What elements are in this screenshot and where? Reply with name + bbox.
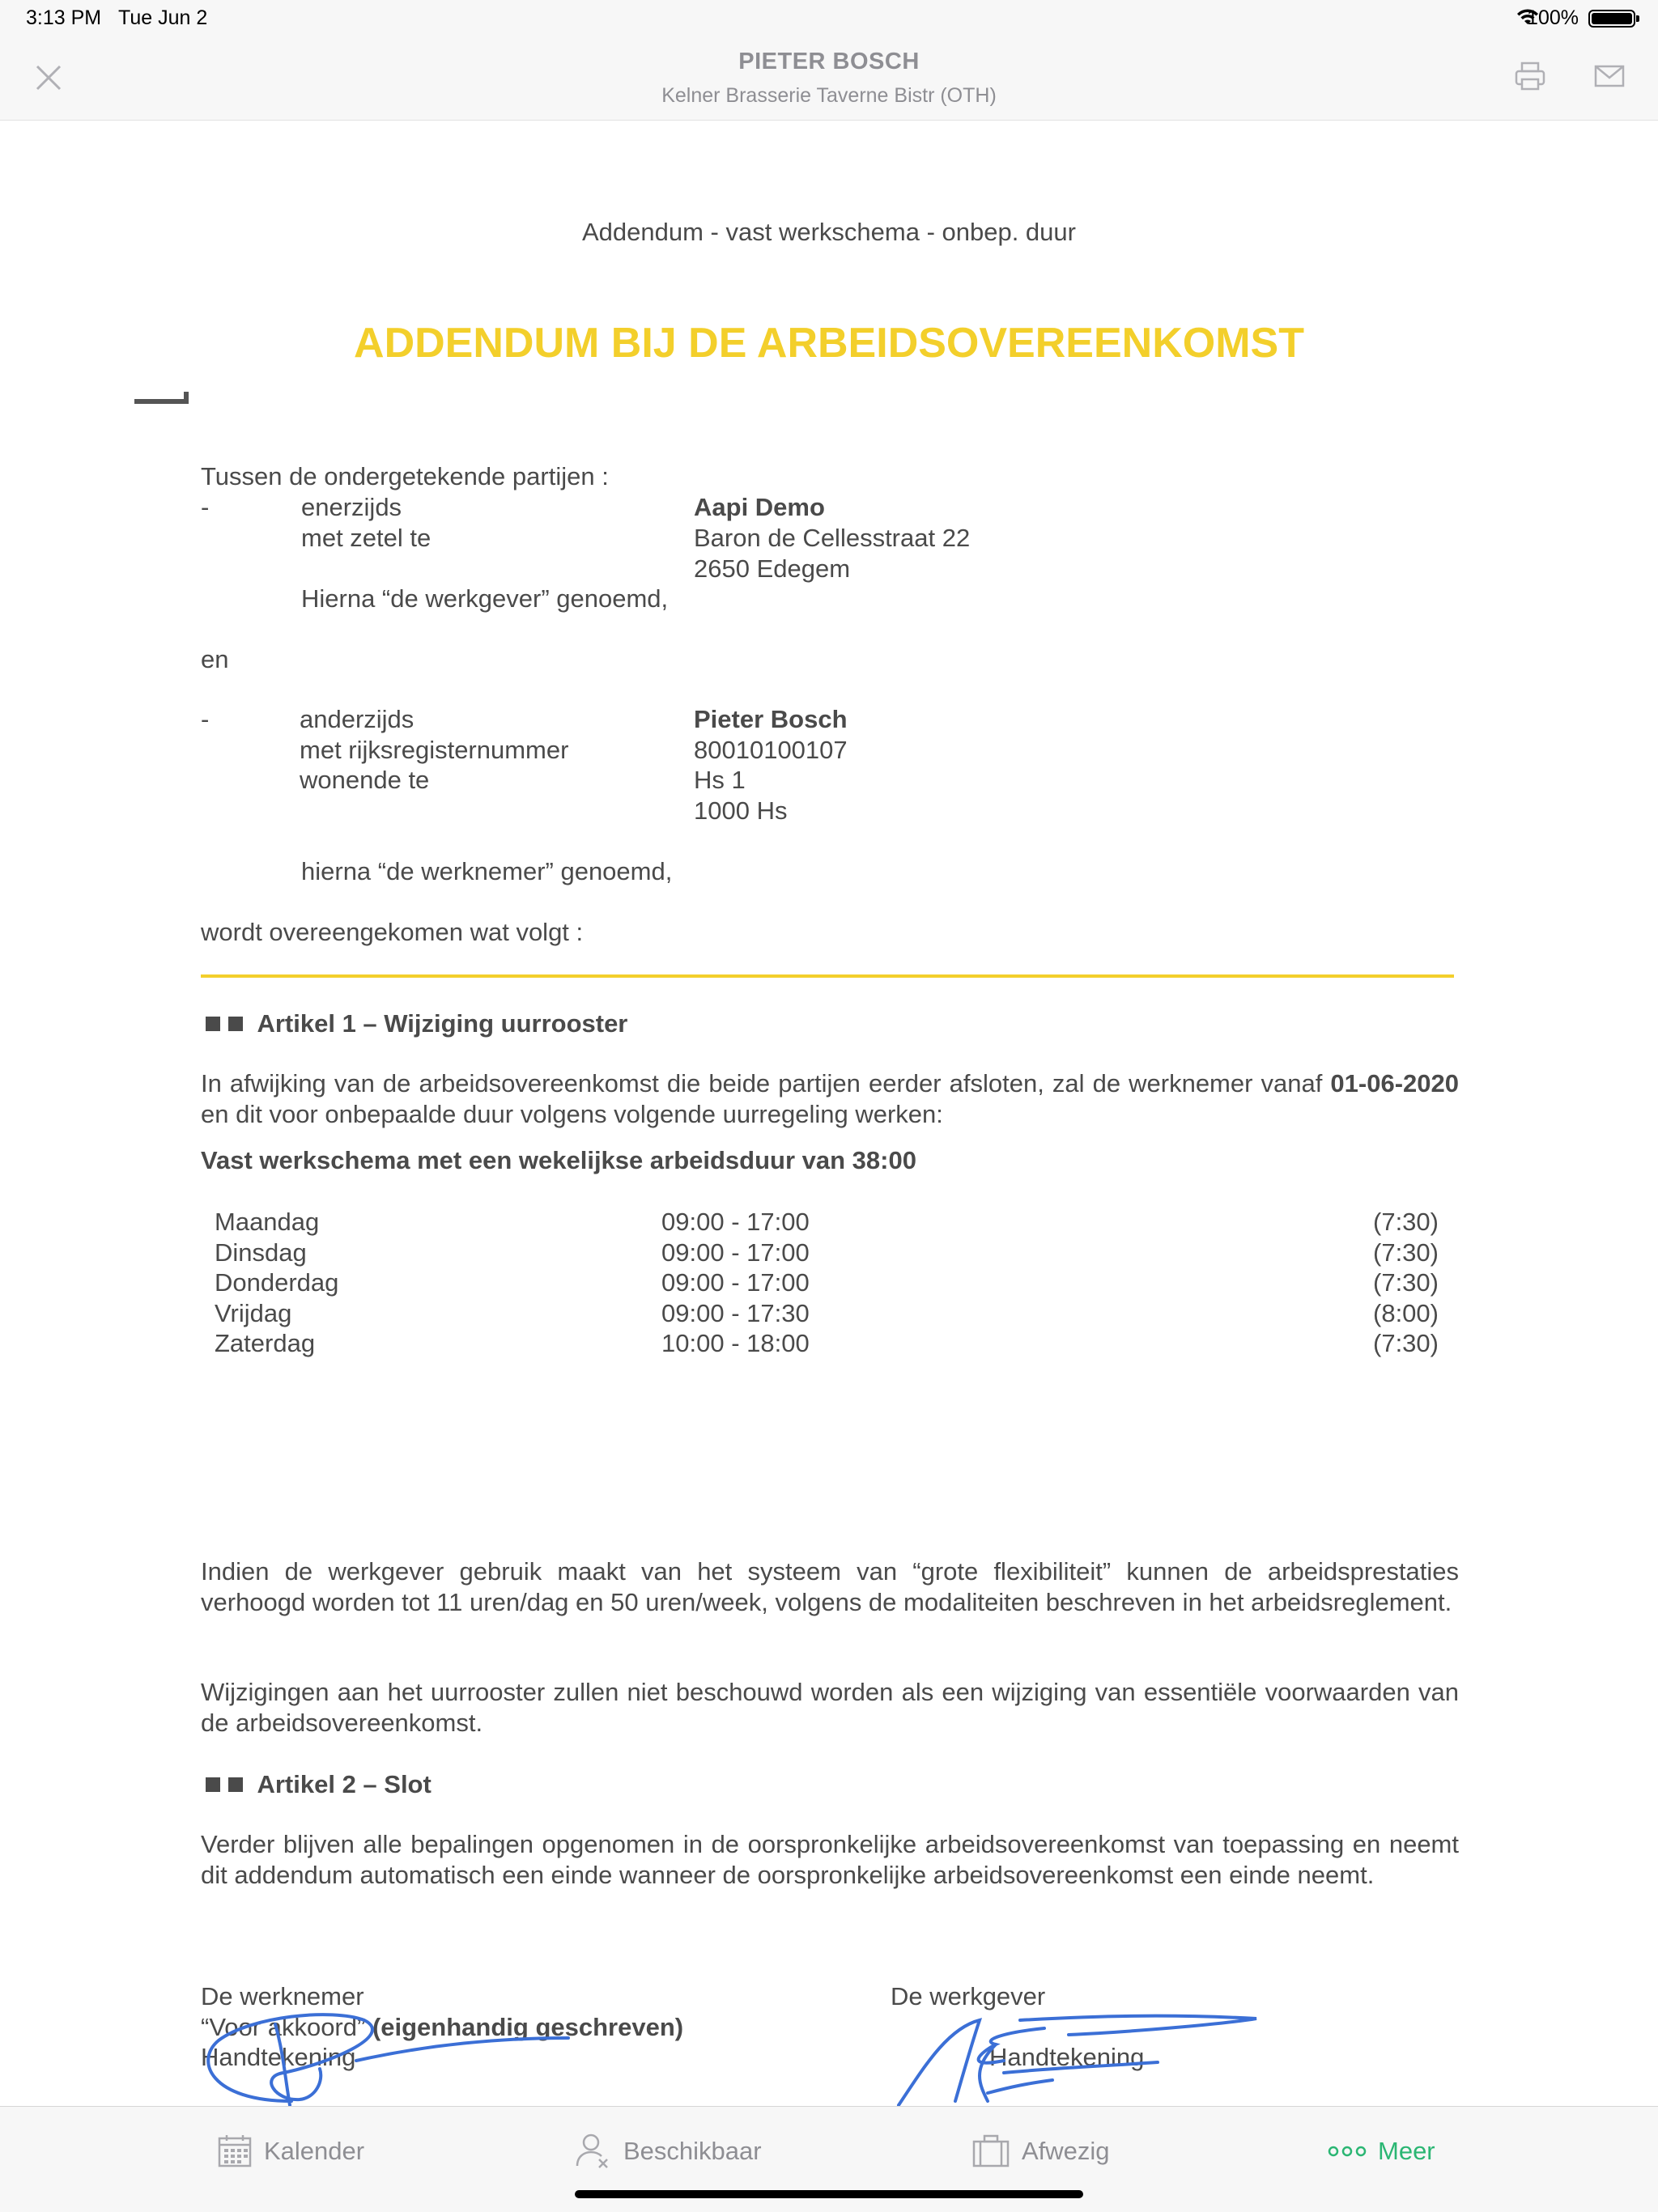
document-view[interactable]: [0, 120, 1658, 2106]
approval-quote: “Voor akkoord”: [201, 2013, 366, 2041]
schedule-day: Vrijdag: [215, 1298, 292, 1327]
bullet-square-icon: [228, 1017, 243, 1031]
bullet-square-icon: [206, 1777, 220, 1792]
article2-paragraph1: Verder blijven alle bepalingen opgenomen in de oorspronkelijke arbeidsovereenkomst van toepassing en neemt dit addendum automatisch een einde wanneer de oorspronkelijke arbeidsovereenkomst een einde neemt.: [201, 1830, 1459, 1889]
schedule-day: Donderdag: [215, 1268, 339, 1297]
schedule-day: Maandag: [215, 1208, 320, 1236]
and-text: en: [201, 645, 229, 673]
schedule-day: Zaterdag: [215, 1329, 316, 1357]
bullet-dash: -: [201, 493, 210, 521]
calendar-icon: [217, 2133, 253, 2169]
article1-paragraph2: Indien de werkgever gebruik maakt van het systeem van “grote flexibiliteit” kunnen de arbeidsprestaties verhoogd worden tot 11 uren/dag en 50 uren/week, volgens de modaliteiten beschreven in het arbeidsreglement.: [201, 1557, 1459, 1616]
bullet-square-icon: [228, 1777, 243, 1792]
article1-title: [206, 1008, 627, 1039]
schedule-hours: 10:00 - 18:00: [661, 1329, 810, 1357]
section-divider: [201, 974, 1454, 978]
home-indicator[interactable]: [575, 2190, 1083, 2198]
article1-p1-end: en dit voor onbepaalde duur volgens volgende uurregeling werken:: [201, 1099, 943, 1128]
article2-title-text: Artikel 2 – Slot: [257, 1770, 432, 1798]
employer-address-line1: Baron de Cellesstraat 22: [694, 524, 971, 552]
employee-rrn-label: met rijksregisternummer: [300, 736, 569, 764]
employee-handtekening-label: Handtekening: [201, 2043, 356, 2071]
employee-called: hierna “de werknemer” genoemd,: [301, 857, 673, 885]
tab-label: Afwezig: [1022, 2137, 1110, 2165]
battery-percent: 100%: [1527, 6, 1579, 29]
employee-address-line2: 1000 Hs: [694, 796, 788, 825]
employee-role-subtitle: Kelner Brasserie Taverne Bistr (OTH): [661, 84, 997, 107]
employer-handtekening-label: Handtekening: [989, 2043, 1145, 2071]
person-x-icon: [575, 2132, 612, 2171]
employer-seat-label: met zetel te: [301, 524, 432, 552]
agreed-text: wordt overeengekomen wat volgt :: [201, 918, 584, 946]
employer-name: Aapi Demo: [694, 493, 825, 521]
employer-signature: [882, 1996, 1271, 2106]
schedule-duration: (7:30): [1373, 1208, 1439, 1236]
tab-afwezig[interactable]: [971, 2131, 1110, 2172]
schedule-hours: 09:00 - 17:30: [661, 1298, 810, 1327]
employee-residence-label: wonende te: [300, 766, 430, 794]
tab-label: Kalender: [264, 2137, 365, 2165]
schedule-day: Dinsdag: [215, 1238, 307, 1267]
schedule-duration: (7:30): [1373, 1238, 1439, 1267]
bullet-dash: -: [201, 705, 210, 733]
schedule-hours: 09:00 - 17:00: [661, 1238, 810, 1267]
battery-icon: [1588, 10, 1635, 28]
schedule-duration: (7:30): [1373, 1268, 1439, 1297]
parties-intro: Tussen de ondergetekende partijen :: [201, 462, 609, 490]
employee-signature: [194, 1996, 583, 2106]
employer-address-line2: 2650 Edegem: [694, 554, 851, 583]
article1-paragraph1: [201, 1068, 1459, 1129]
schedule-hours: 09:00 - 17:00: [661, 1268, 810, 1297]
navigation-bar: [0, 36, 1658, 121]
more-dots-icon: [1328, 2145, 1367, 2158]
start-date: 01-06-2020: [1330, 1069, 1459, 1098]
tab-label: Beschikbaar: [623, 2137, 762, 2165]
employee-signature-label: De werknemer: [201, 1982, 364, 2010]
corner-mark-icon: [133, 377, 189, 410]
schedule-title: Vast werkschema met een wekelijkse arbeidsduur van 38:00: [201, 1146, 916, 1174]
schedule-duration: (8:00): [1373, 1298, 1439, 1327]
employer-side-label: enerzijds: [301, 493, 402, 521]
tab-label: Meer: [1378, 2137, 1435, 2165]
tab-meer[interactable]: [1328, 2131, 1435, 2172]
article2-heading: [206, 1769, 432, 1800]
suitcase-icon: [971, 2133, 1010, 2169]
article1-p1-start: In afwijking van de arbeidsovereenkomst die beide partijen eerder afsloten, zal de werknemer vanaf: [201, 1069, 1331, 1098]
article1-paragraph3: Wijzigingen aan het uurrooster zullen niet beschouwd worden als een wijziging van essentiële voorwaarden van de arbeidsovereenkomst.: [201, 1678, 1459, 1737]
document-heading: ADDENDUM BIJ DE ARBEIDSOVEREENKOMST: [354, 320, 1304, 367]
employee-name: Pieter Bosch: [694, 705, 848, 733]
tab-beschikbaar[interactable]: [575, 2131, 762, 2172]
employer-signature-label: De werkgever: [891, 1982, 1046, 2010]
print-icon[interactable]: [1512, 58, 1548, 94]
employee-rrn: 80010100107: [694, 736, 848, 764]
status-time: 3:13 PM: [26, 6, 102, 29]
document-type: Addendum - vast werkschema - onbep. duur: [582, 218, 1076, 246]
status-date: Tue Jun 2: [118, 6, 208, 29]
tab-kalender[interactable]: [217, 2131, 364, 2172]
bullet-square-icon: [206, 1017, 220, 1031]
employee-address-line1: Hs 1: [694, 766, 746, 794]
employee-side-label: anderzijds: [300, 705, 414, 733]
schedule-duration: (7:30): [1373, 1329, 1439, 1357]
schedule-hours: 09:00 - 17:00: [661, 1208, 810, 1236]
article1-title-text: Artikel 1 – Wijziging uurrooster: [257, 1009, 628, 1038]
mail-icon[interactable]: [1592, 58, 1627, 94]
employer-called: Hierna “de werkgever” genoemd,: [301, 584, 669, 613]
approval-note: (eigenhandig geschreven): [365, 2013, 684, 2041]
status-bar: [0, 0, 1658, 36]
employee-name-title: PIETER BOSCH: [738, 49, 920, 74]
